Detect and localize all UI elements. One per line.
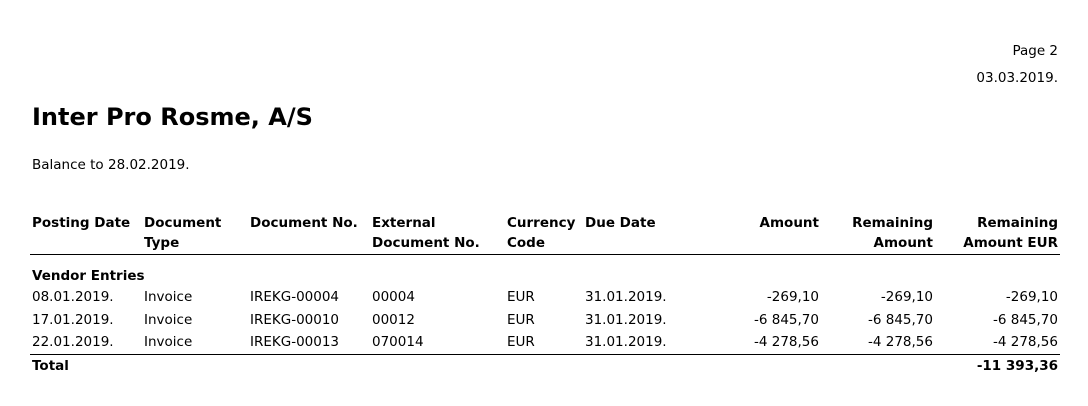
cell-document-no: IREKG-00004 (250, 289, 340, 305)
cell-posting-date: 17.01.2019. (32, 311, 114, 328)
page-number: Page 2 (1012, 43, 1058, 59)
table-row (30, 331, 1060, 354)
cell-remaining-eur: -6 845,70 (993, 311, 1058, 328)
cell-amount: -269,10 (766, 289, 819, 305)
cell-remaining-eur: -269,10 (1005, 289, 1058, 305)
total-row (30, 354, 1060, 377)
cell-currency: EUR (505, 331, 583, 354)
cell-document-type: Invoice (144, 311, 193, 328)
col-document-type: Document Type (142, 213, 248, 255)
total-label: Total (32, 357, 69, 374)
col-external-document-no: External Document No. (370, 213, 505, 255)
total-value: -11 393,36 (976, 357, 1058, 374)
group-row (30, 255, 1060, 287)
balance-date-line: Balance to 28.02.2019. (32, 157, 190, 173)
col-document-no: Document No. (248, 213, 370, 255)
table-row (30, 286, 1060, 309)
cell-currency: EUR (507, 289, 535, 305)
page-info (976, 38, 1058, 92)
cell-remaining: -4 278,56 (821, 331, 935, 354)
company-title: Inter Pro Rosme, A/S (32, 103, 313, 131)
col-due-date: Due Date (583, 213, 699, 255)
cell-external-no: 00012 (372, 311, 415, 328)
cell-remaining: -6 845,70 (868, 311, 933, 328)
col-posting-date: Posting Date (30, 213, 142, 255)
cell-currency: EUR (507, 311, 535, 328)
cell-due-date: 31.01.2019. (583, 331, 699, 354)
col-remaining-amount: Remaining Amount (821, 213, 935, 255)
cell-remaining-eur: -4 278,56 (935, 331, 1060, 354)
cell-amount: -4 278,56 (699, 331, 821, 354)
cell-due-date: 31.01.2019. (585, 311, 667, 328)
cell-document-no: IREKG-00013 (248, 331, 370, 354)
print-date: 03.03.2019. (976, 70, 1058, 86)
cell-document-no: IREKG-00010 (250, 311, 340, 328)
vendor-ledger-table (30, 213, 1060, 377)
col-remaining-amount-eur: Remaining Amount EUR (935, 213, 1060, 255)
cell-document-type: Invoice (144, 289, 193, 305)
cell-posting-date: 08.01.2019. (32, 289, 114, 305)
col-currency-code: Currency Code (505, 213, 583, 255)
table-row (30, 309, 1060, 332)
cell-external-no: 070014 (370, 331, 505, 354)
cell-document-type: Invoice (142, 331, 248, 354)
cell-amount: -6 845,70 (754, 311, 819, 328)
cell-posting-date: 22.01.2019. (30, 331, 142, 354)
table-header-row (30, 213, 1060, 255)
group-label: Vendor Entries (32, 268, 145, 284)
col-amount: Amount (699, 213, 821, 255)
cell-remaining: -269,10 (880, 289, 933, 305)
cell-due-date: 31.01.2019. (585, 289, 667, 305)
cell-external-no: 00004 (372, 289, 415, 305)
